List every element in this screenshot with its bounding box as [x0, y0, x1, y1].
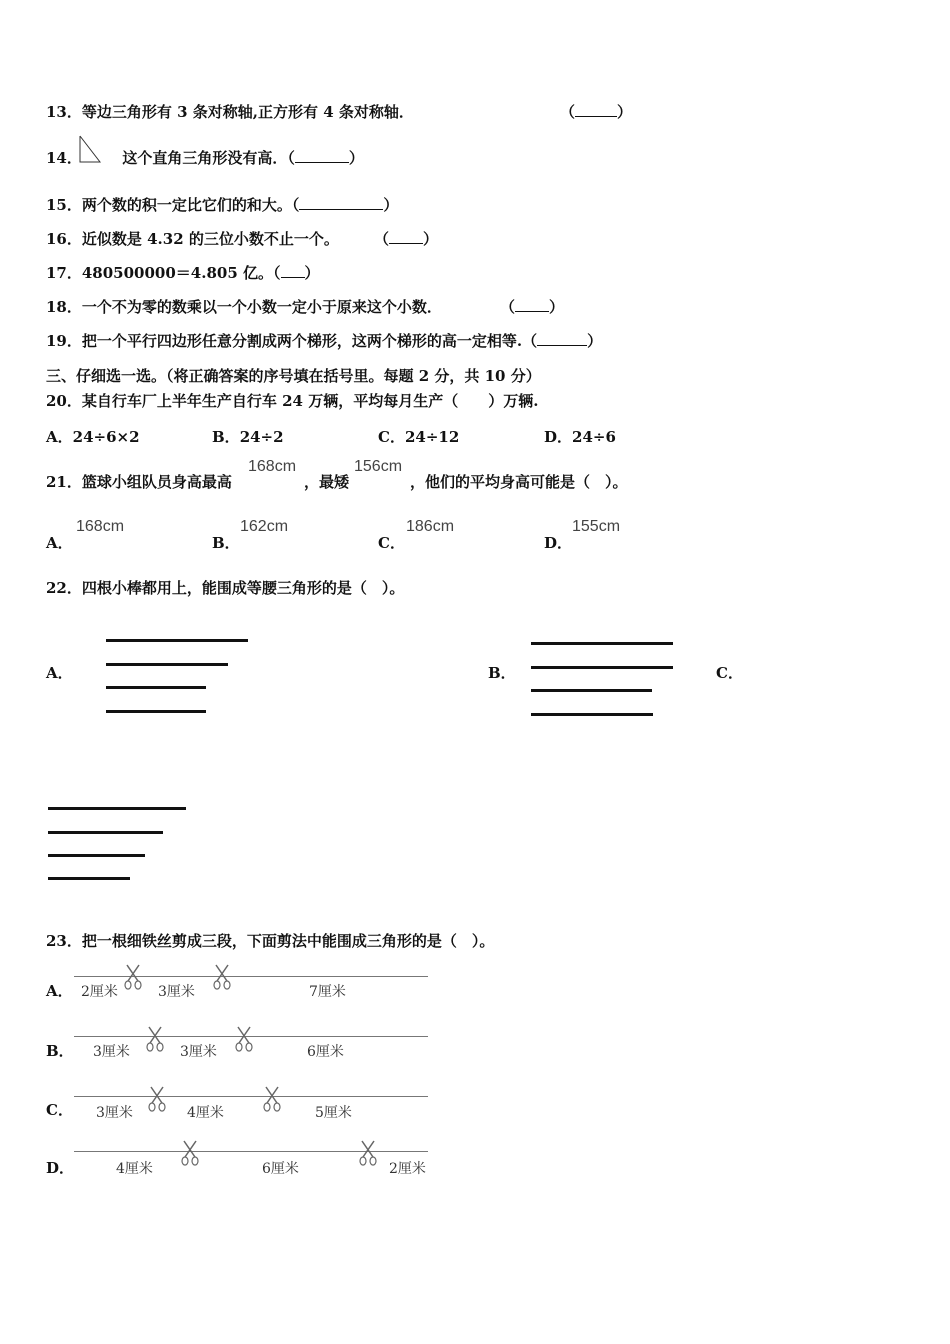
scissors-icon: [180, 1140, 200, 1166]
scissors-icon: [262, 1086, 282, 1112]
question-22: 22．四根小棒都用上，能围成等腰三角形的是（ ）。: [46, 579, 405, 597]
segment-label: 6厘米: [307, 1044, 344, 1060]
q21-option-d-value: 155cm: [572, 518, 621, 535]
q21-option-a[interactable]: A．: [46, 534, 73, 552]
segment-label: 7厘米: [309, 984, 346, 1000]
section-3-heading: 三、仔细选一选。（将正确答案的序号填在括号里。每题 2 分，共 10 分）: [46, 367, 541, 385]
question-20: 20．某自行车厂上半年生产自行车 24 万辆，平均每月生产（ ）万辆.: [46, 392, 539, 410]
q21-max-height: 168cm: [248, 458, 297, 475]
answer-blank-19[interactable]: [537, 331, 587, 346]
question-18: 18．一个不为零的数乘以一个小数一定小于原来这个小数．: [46, 298, 442, 316]
q21-option-b-value: 162cm: [240, 518, 289, 535]
q20-option-d[interactable]: D．24÷6: [544, 428, 616, 446]
scissors-icon: [145, 1026, 165, 1052]
question-14-text: 这个直角三角形没有高．（: [122, 149, 295, 167]
answer-blank-13[interactable]: （ ）: [560, 103, 633, 121]
question-21-part3: ，他们的平均身高可能是（ ）。: [410, 473, 628, 491]
question-17: 17．480500000＝4.805 亿。（ ）: [46, 264, 320, 282]
segment-label: 3厘米: [93, 1044, 130, 1060]
stick: [48, 854, 145, 857]
segment-label: 3厘米: [158, 984, 195, 1000]
answer-blank-18[interactable]: （ ）: [500, 298, 565, 316]
question-14-number: 14．: [46, 149, 82, 167]
stick: [531, 642, 673, 645]
answer-blank-16[interactable]: （ ）: [374, 230, 439, 248]
stick: [531, 689, 652, 692]
stick: [106, 710, 206, 713]
scissors-icon: [358, 1140, 378, 1166]
stick: [531, 713, 653, 716]
question-23: 23．把一根细铁丝剪成三段，下面剪法中能围成三角形的是（ ）。: [46, 932, 495, 950]
stick: [48, 877, 130, 880]
segment-label: 4厘米: [187, 1105, 224, 1121]
q21-option-d[interactable]: D．: [544, 534, 573, 552]
scissors-icon: [234, 1026, 254, 1052]
stick: [106, 686, 206, 689]
answer-blank-15[interactable]: [299, 195, 383, 210]
segment-label: 6厘米: [262, 1161, 299, 1177]
question-13: [46, 102, 414, 122]
question-13-text: 13．等边三角形有 3 条对称轴,正方形有 4 条对称轴．: [46, 103, 414, 121]
q23-option-d[interactable]: D．: [46, 1159, 75, 1177]
answer-blank-14[interactable]: [295, 148, 349, 163]
q23-option-c[interactable]: C．: [46, 1101, 73, 1119]
q23-option-a[interactable]: A．: [46, 982, 73, 1000]
scissors-icon: [212, 964, 232, 990]
segment-label: 3厘米: [96, 1105, 133, 1121]
stick: [106, 639, 248, 642]
q23-option-b[interactable]: B．: [46, 1042, 74, 1060]
segment-label: 2厘米: [389, 1161, 426, 1177]
q22-option-b[interactable]: B．: [488, 664, 516, 682]
question-19: 19．把一个平行四边形任意分割成两个梯形，这两个梯形的高一定相等.（ ）: [46, 332, 603, 350]
answer-blank-17[interactable]: [281, 263, 305, 278]
stick: [48, 807, 186, 810]
stick: [531, 666, 673, 669]
scissors-icon: [123, 964, 143, 990]
question-16: 16．近似数是 4.32 的三位小数不止一个。: [46, 230, 339, 248]
question-21-part1: 21．篮球小组队员身高最高: [46, 473, 232, 491]
segment-label: 5厘米: [315, 1105, 352, 1121]
scissors-icon: [147, 1086, 167, 1112]
question-14: 14． 这个直角三角形没有高．（ ）: [46, 148, 364, 168]
segment-label: 3厘米: [180, 1044, 217, 1060]
wire: [74, 1096, 428, 1097]
q20-option-c[interactable]: C．24÷12: [378, 428, 460, 446]
question-21-part2: ，最矮: [304, 473, 350, 491]
q21-option-a-value: 168cm: [76, 518, 125, 535]
stick: [48, 831, 163, 834]
q22-option-a[interactable]: A．: [46, 664, 73, 682]
q21-option-c[interactable]: C．: [378, 534, 405, 552]
stick: [106, 663, 228, 666]
q21-option-b[interactable]: B．: [212, 534, 240, 552]
question-15: 15．两个数的积一定比它们的和大。（ ）: [46, 196, 399, 214]
segment-label: 2厘米: [81, 984, 118, 1000]
segment-label: 4厘米: [116, 1161, 153, 1177]
q21-min-height: 156cm: [354, 458, 403, 475]
q22-option-c[interactable]: C．: [716, 664, 743, 682]
q20-option-b[interactable]: B．24÷2: [212, 428, 284, 446]
q21-option-c-value: 186cm: [406, 518, 455, 535]
q20-option-a[interactable]: A．24÷6×2: [46, 428, 140, 446]
right-triangle-icon: [78, 134, 102, 164]
